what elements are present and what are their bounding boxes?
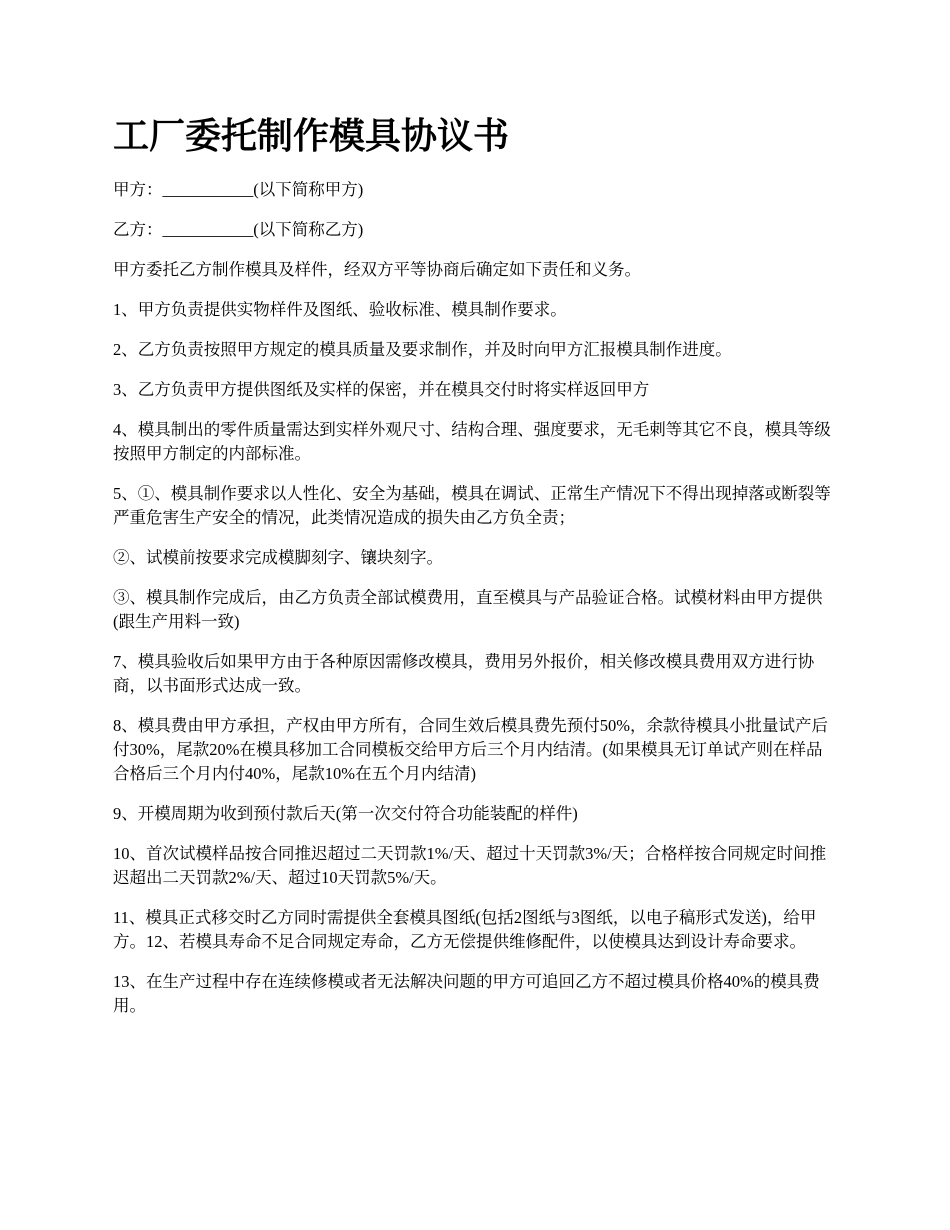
clause-8: 8、模具费由甲方承担，产权由甲方所有，合同生效后模具费先预付50%，余款待模具小批量试产后付30%，尾款20%在模具移加工合同模板交给甲方后三个月内结清。(如果模具无订单试产则在样品合格后三个月内付40%，尾款10%在五个月内结清)	[113, 716, 828, 783]
clause-4: 4、模具制出的零件质量需达到实样外观尺寸、结构合理、强度要求，无毛刺等其它不良，模具等级按照甲方制定的内部标准。	[113, 420, 831, 463]
clause-5-item-1: 5、①、模具制作要求以人性化、安全为基础，模具在调试、正常生产情况下不得出现掉落或断裂等严重危害生产安全的情况，此类情况造成的损失由乙方负全责；	[113, 484, 831, 527]
clause-1: 1、甲方负责提供实物样件及图纸、验收标准、模具制作要求。	[113, 300, 567, 319]
clause-13: 13、在生产过程中存在连续修模或者无法解决问题的甲方可追回乙方不超过模具价格40%的模具费用。	[113, 972, 820, 1015]
clause-10: 10、首次试模样品按合同推迟超过二天罚款1%/天、超过十天罚款3%/天；合格样按合同规定时间推迟超出二天罚款2%/天、超过10天罚款5%/天。	[113, 844, 827, 887]
clause-5-item-2: ②、试模前按要求完成模脚刻字、镶块刻字。	[113, 548, 443, 567]
document-body	[113, 178, 838, 1034]
party-b-line: 乙方：___________(以下简称乙方)	[113, 220, 364, 239]
clause-7: 7、模具验收后如果甲方由于各种原因需修改模具，费用另外报价，相关修改模具费用双方进行协商，以书面形式达成一致。	[113, 652, 815, 695]
clause-5-item-3: ③、模具制作完成后，由乙方负责全部试模费用，直至模具与产品验证合格。试模材料由甲方提供(跟生产用料一致)	[113, 588, 823, 631]
party-a-line: 甲方：___________(以下简称甲方)	[113, 180, 364, 199]
intro-paragraph: 甲方委托乙方制作模具及样件，经双方平等协商后确定如下责任和义务。	[113, 260, 641, 279]
clause-2: 2、乙方负责按照甲方规定的模具质量及要求制作，并及时向甲方汇报模具制作进度。	[113, 340, 732, 359]
clause-11-12: 11、模具正式移交时乙方同时需提供全套模具图纸(包括2图纸与3图纸，以电子稿形式发送)，给甲方。12、若模具寿命不足合同规定寿命，乙方无偿提供维修配件，以使模具达到设计寿命要求。	[113, 908, 817, 951]
document-title: 工厂委托制作模具协议书	[113, 116, 510, 157]
clause-9: 9、开模周期为收到预付款后天(第一次交付符合功能装配的样件)	[113, 804, 578, 823]
clause-3: 3、乙方负责甲方提供图纸及实样的保密，并在模具交付时将实样返回甲方	[113, 380, 650, 399]
